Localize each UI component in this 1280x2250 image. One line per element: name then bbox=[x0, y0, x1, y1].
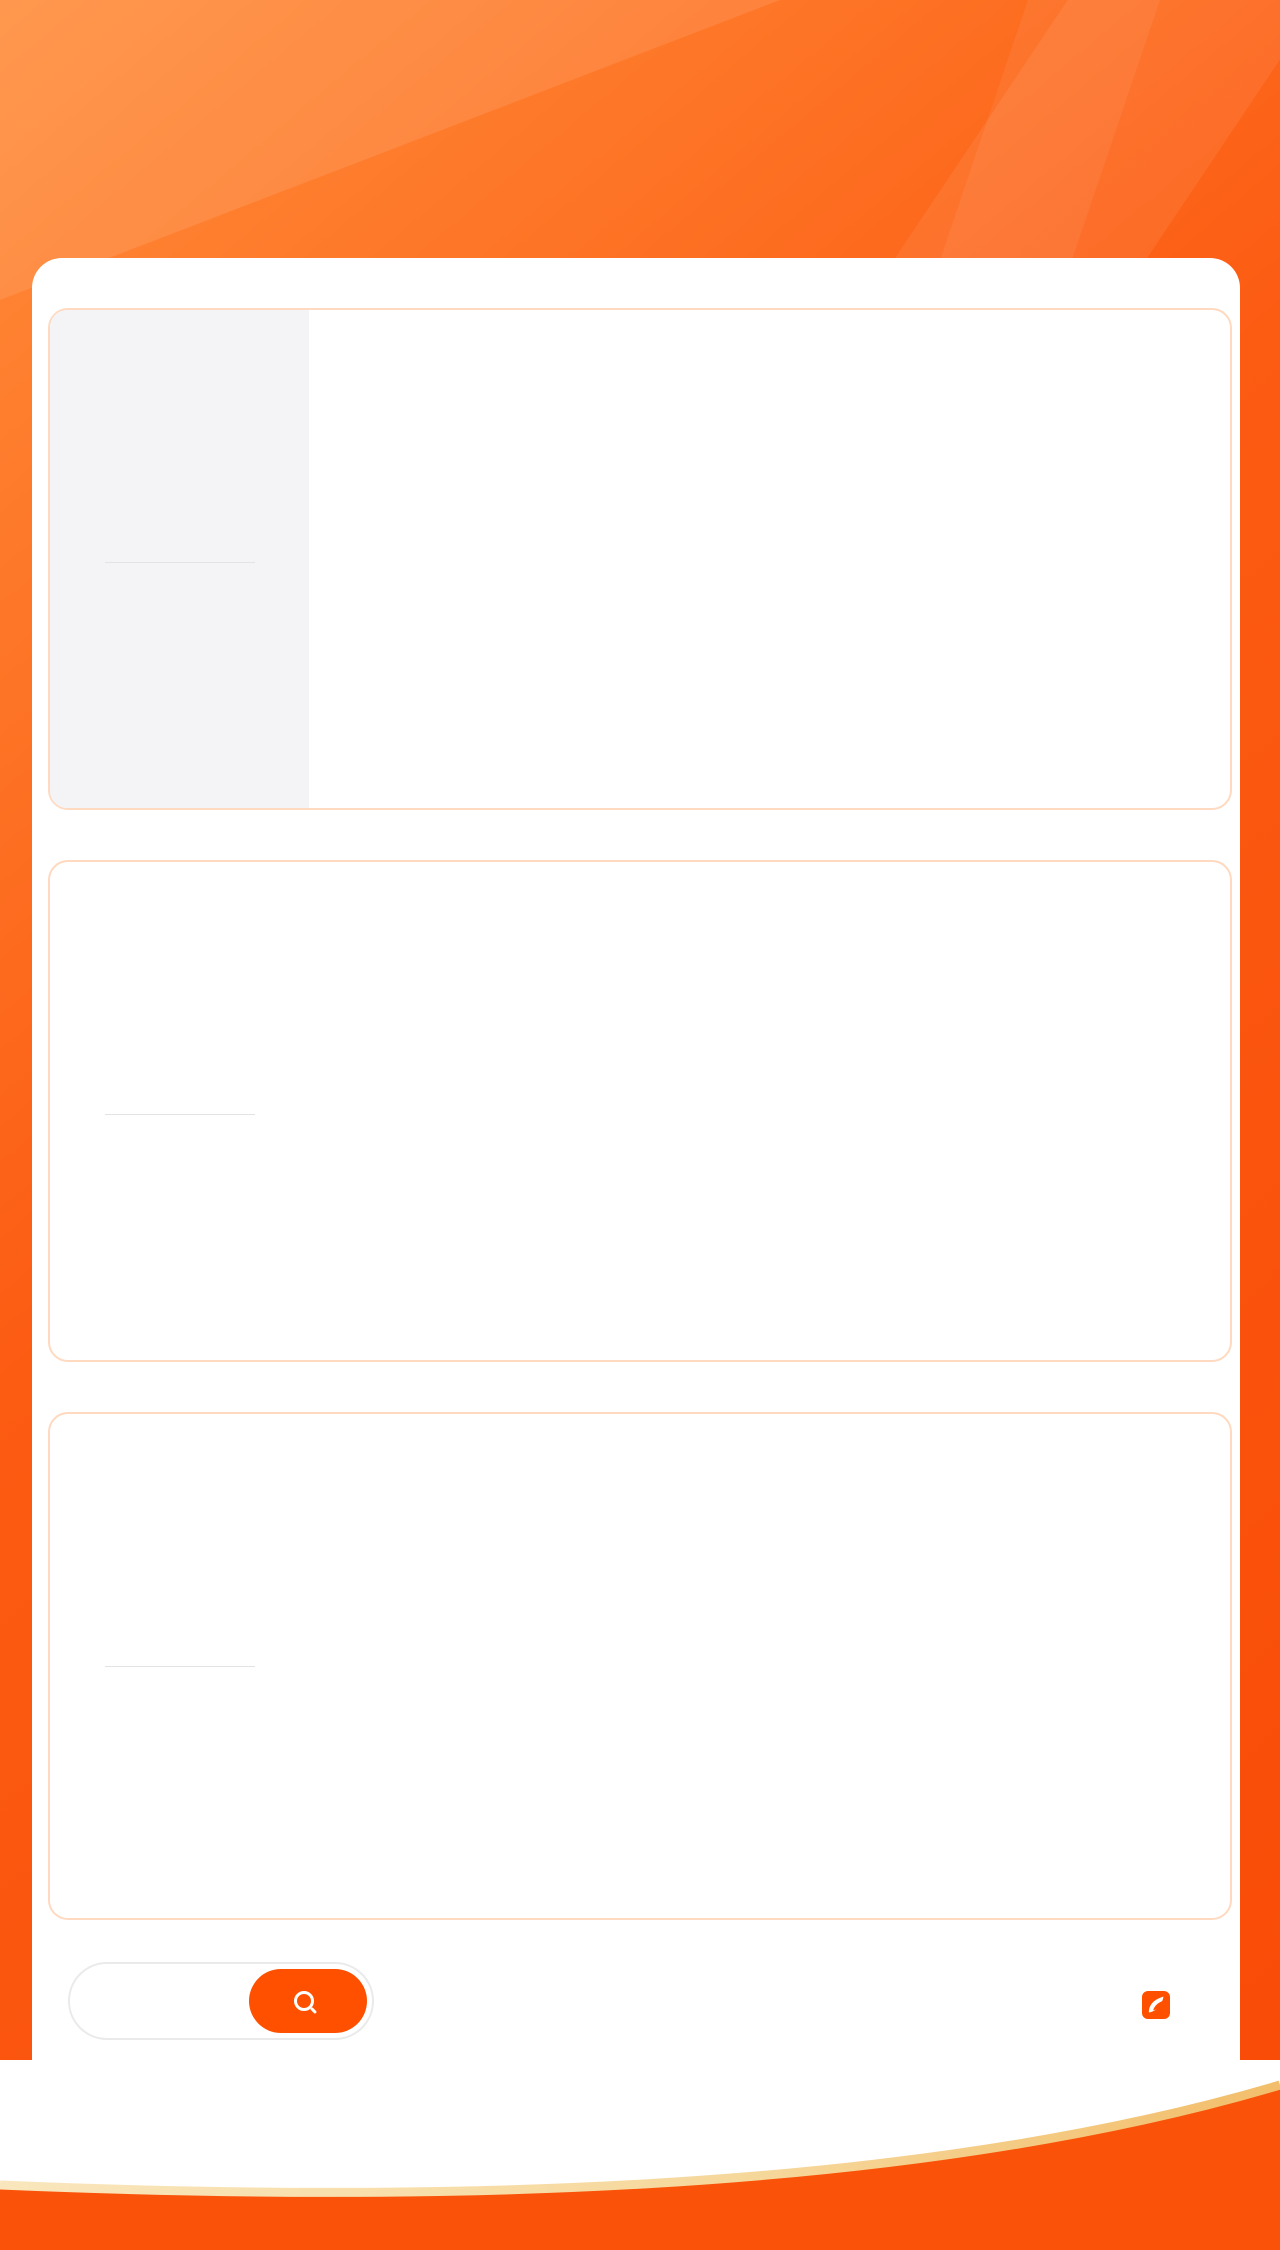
panel-deducted-net-profit bbox=[48, 1412, 1232, 1920]
panel-revenue bbox=[48, 308, 1232, 810]
revenue-sidebar bbox=[50, 310, 309, 808]
eastmoney-logo-icon bbox=[1139, 1988, 1173, 2022]
header-chevron-decoration-small bbox=[940, 0, 1160, 260]
net-profit-sidebar bbox=[50, 862, 309, 1360]
swoosh-glyph bbox=[1146, 1995, 1166, 2015]
qr-code bbox=[1103, 1952, 1208, 2057]
bottom-wave bbox=[0, 2060, 1280, 2250]
sidebar-divider bbox=[105, 1666, 255, 1667]
app-pill bbox=[68, 1962, 374, 2040]
panel-net-profit bbox=[48, 860, 1232, 1362]
search-icon bbox=[294, 1991, 314, 2011]
report-station-button[interactable] bbox=[249, 1969, 367, 2033]
sidebar-divider bbox=[105, 1114, 255, 1115]
deducted-net-profit-sidebar bbox=[50, 1414, 309, 1918]
header-triangle-decoration bbox=[0, 0, 780, 300]
sidebar-divider bbox=[105, 562, 255, 563]
